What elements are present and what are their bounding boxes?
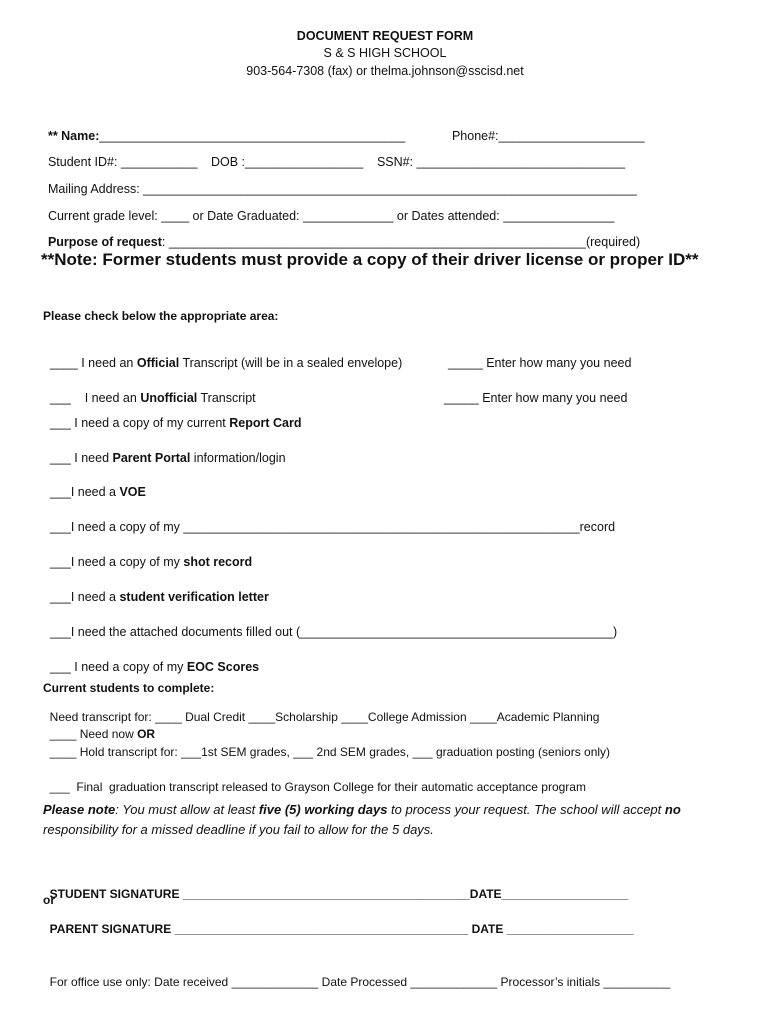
attached-checkbox[interactable]: ___ [49,624,71,639]
unofficial-count-text: Enter how many you need [478,390,628,405]
id-row [41,143,197,168]
mailing-label: Mailing Address: [47,181,140,196]
option-official [43,344,402,369]
official-checkbox[interactable]: ____ [49,355,78,370]
need-now-label: Need now [76,727,138,741]
phone-label: Phone#: [451,128,499,143]
please-note-t1: : You must allow at least [115,802,259,817]
official-count-text: Enter how many you need [482,355,632,370]
or-label: OR [137,727,156,741]
ssn-row [370,143,625,168]
school-name: S & S HIGH SCHOOL [323,46,447,60]
date-processed-field[interactable]: _____________ [410,975,498,989]
dual-credit-label: Dual Credit [181,710,249,724]
purpose-label: Purpose of request [47,234,162,249]
purpose-field[interactable]: ____________________________________________________________ [168,234,586,249]
name-row [41,117,405,142]
purpose-colon: : [161,234,166,249]
report-card-checkbox[interactable]: ___ [49,415,71,430]
need-now-checkbox[interactable]: ____ [49,727,77,741]
date-received-label: For office use only: Date received [49,975,229,989]
phone-field[interactable]: _____________________ [498,128,645,143]
student-signature-label: STUDENT SIGNATURE [49,887,180,901]
official-count-field[interactable]: _____ [447,355,483,370]
student-id-label: Student ID#: [47,154,118,169]
sem1-label: 1st SEM grades, [201,745,294,759]
college-admission-label: College Admission [367,710,470,724]
academic-planning-checkbox[interactable]: ____ [469,710,497,724]
parent-portal-pre: I need [70,450,113,465]
form-title: DOCUMENT REQUEST FORM [296,29,474,43]
college-admission-checkbox[interactable]: ____ [341,710,368,724]
attached-post: ) [612,624,618,639]
hold-label: Hold transcript for: [76,745,182,759]
scholarship-checkbox[interactable]: ____ [248,710,276,724]
parent-signature-row [43,911,634,935]
hold-checkbox[interactable]: ____ [49,745,77,759]
eoc-pre: I need a copy of my [70,659,187,674]
shot-record-pre: I need a copy of my [70,554,184,569]
purpose-row [41,223,640,248]
unofficial-checkbox[interactable]: ___ [49,390,71,405]
official-post: Transcript (will be in a sealed envelope) [179,355,403,370]
date-received-field[interactable]: _____________ [231,975,319,989]
date-processed-label: Date Processed [321,975,408,989]
copy-record-pre: I need a copy of my [70,519,184,534]
current-students-heading: Current students to complete: [43,681,215,695]
eoc-bold: EOC Scores [186,659,260,674]
report-card-pre: I need a copy of my current [70,415,230,430]
verification-pre: I need a [70,589,120,604]
graduated-field[interactable]: _____________ [303,208,394,223]
copy-record-field[interactable]: _________________________________________________________ [183,519,580,534]
option-unofficial [43,379,256,404]
final-transcript-checkbox[interactable]: ___ [49,780,70,794]
graduated-label: or Date Graduated: [192,208,300,223]
verification-bold: student verification letter [119,589,269,604]
student-signature-field[interactable]: ___________________________________________ [182,887,470,901]
student-id-field[interactable]: ___________ [120,154,198,169]
office-use-row [43,964,670,988]
grade-label: Current grade level: [47,208,158,223]
voe-bold: VOE [119,484,146,499]
ssn-field[interactable]: ______________________________ [416,154,626,169]
please-note-bold1: five (5) working days [258,802,388,817]
need-transcript-label: Need transcript for: [49,710,152,724]
voe-checkbox[interactable]: ___ [49,484,71,499]
option-report-card [43,404,301,429]
ssn-label: SSN#: [376,154,414,169]
parent-portal-checkbox[interactable]: ___ [49,450,71,465]
sem1-checkbox[interactable]: ___ [181,745,202,759]
or-separator: or [43,893,55,907]
verification-checkbox[interactable]: ___ [49,589,71,604]
option-parent-portal [43,439,286,464]
hold-transcript-row [43,734,610,758]
id-note: **Note: Former students must provide a copy of their driver license or proper ID** [41,250,699,269]
option-shot-record [43,543,252,568]
parent-signature-label: PARENT SIGNATURE [49,922,172,936]
name-label: ** Name: [47,128,100,143]
option-attached [43,613,617,638]
please-note-t3: responsibility for a missed deadline if you fail to allow for the 5 days. [43,822,434,837]
purpose-required: (required) [585,234,641,249]
copy-record-checkbox[interactable]: ___ [49,519,71,534]
shot-record-checkbox[interactable]: ___ [49,554,71,569]
scholarship-label: Scholarship [275,710,342,724]
dob-field[interactable]: _________________ [245,154,364,169]
please-note-t2: to process your request. The school will accept [387,802,665,817]
date2-field[interactable]: ___________________ [506,922,634,936]
unofficial-post: Transcript [197,390,256,405]
grade-field[interactable]: ____ [161,208,190,223]
student-signature-row [43,876,628,900]
contact-info: 903-564-7308 (fax) or thelma.johnson@sscisd.net [246,64,524,78]
grad-posting-label: graduation posting (seniors only) [432,745,611,759]
mailing-field[interactable]: _______________________________________________________________________ [143,181,637,196]
copy-record-post: record [579,519,616,534]
sem2-checkbox[interactable]: ___ [293,745,314,759]
grad-posting-checkbox[interactable]: ___ [412,745,433,759]
dob-row [204,143,363,168]
name-field[interactable]: ____________________________________________ [99,128,406,143]
please-note-label: Please note [43,802,116,817]
processor-initials-field[interactable]: __________ [603,975,671,989]
parent-portal-bold: Parent Portal [112,450,191,465]
attached-pre: I need the attached documents filled out ( [70,624,301,639]
option-copy-record [43,508,615,533]
please-note-bold2: no [664,802,681,817]
date2-label: DATE [468,922,504,936]
parent-portal-post: information/login [190,450,286,465]
check-heading: Please check below the appropriate area: [43,309,279,323]
grade-row [41,197,614,222]
option-eoc [43,648,259,673]
attached-field[interactable]: _____________________________________________ [300,624,613,639]
phone-row [445,117,645,142]
please-note-paragraph [43,800,693,840]
processor-initials-label: Processor’s initials [500,975,601,989]
parent-signature-field[interactable]: ____________________________________________ [174,922,469,936]
date1-label: DATE [469,887,502,901]
date1-field[interactable]: ___________________ [501,887,629,901]
attended-label: or Dates attended: [396,208,500,223]
unofficial-count-field[interactable]: _____ [443,390,479,405]
dual-credit-checkbox[interactable]: ____ [155,710,182,724]
voe-pre: I need a [70,484,120,499]
official-count [441,344,631,369]
dob-label: DOB : [210,154,245,169]
final-transcript-row [43,769,586,793]
unofficial-count [437,379,627,404]
final-transcript-label: Final graduation transcript released to Grayson College for their automatic acceptance program [69,780,586,794]
option-voe [43,473,146,498]
official-bold: Official [136,355,180,370]
official-pre: I need an [77,355,137,370]
sem2-label: 2nd SEM grades, [313,745,413,759]
unofficial-bold: Unofficial [140,390,198,405]
unofficial-pre: I need an [70,390,141,405]
shot-record-bold: shot record [183,554,253,569]
attended-field[interactable]: ________________ [503,208,615,223]
report-card-bold: Report Card [229,415,302,430]
option-verification [43,578,269,603]
mailing-row [41,170,637,195]
academic-planning-label: Academic Planning [496,710,600,724]
eoc-checkbox[interactable]: ___ [49,659,71,674]
